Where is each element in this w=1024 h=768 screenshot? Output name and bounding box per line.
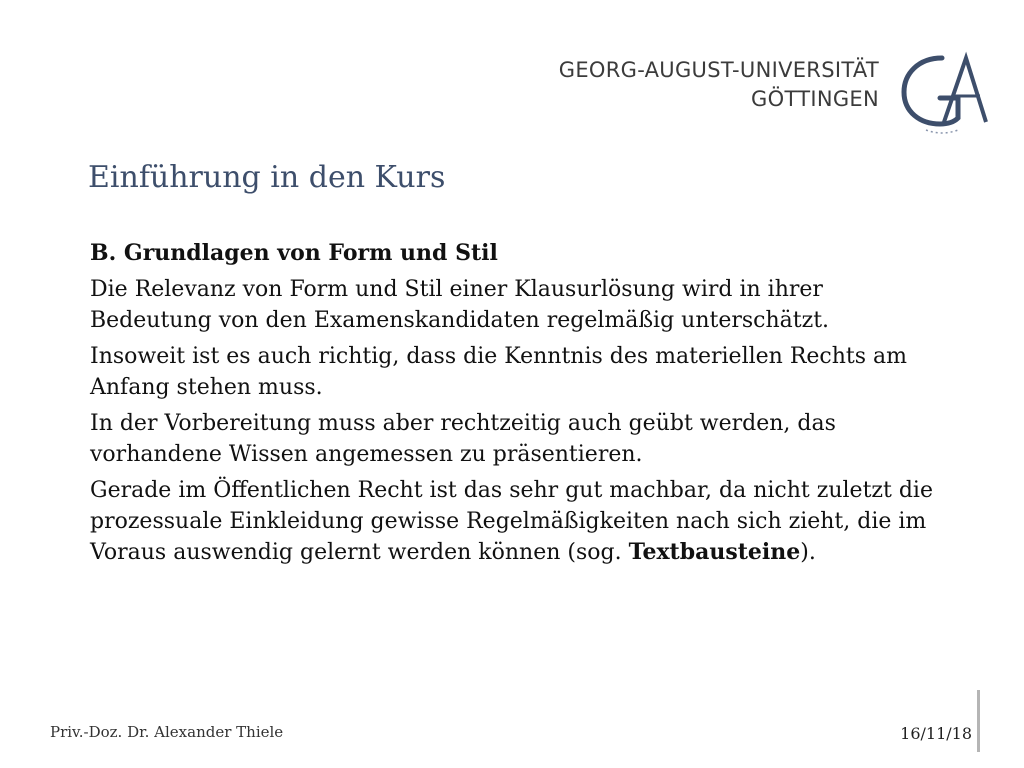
section-heading: B. Grundlagen von Form und Stil [90, 240, 498, 266]
university-seal-icon [896, 50, 988, 136]
paragraph-1: Die Relevanz von Form und Stil einer Klausurlösung wird in ihrer Bedeutung von den Examenskandidaten regelmäßig unterschätzt. [90, 277, 830, 333]
paragraph-4-end: ). [800, 540, 816, 565]
paragraph-3: In der Vorbereitung muss aber rechtzeitig auch geübt werden, das vorhandene Wissen angemessen zu präsentieren. [90, 411, 836, 467]
footer-divider [977, 690, 980, 752]
textbausteine-term: Textbausteine [628, 539, 801, 565]
paragraph-2: Insoweit ist es auch richtig, dass die Kenntnis des materiellen Rechts am Anfang stehen muss. [90, 344, 907, 400]
university-name-line1: GEORG-AUGUST-UNIVERSITÄT [558, 58, 879, 82]
footer-author: Priv.-Doz. Dr. Alexander Thiele [50, 723, 284, 741]
slide-title: Einführung in den Kurs [88, 160, 446, 195]
slide-content [90, 238, 950, 573]
paragraph-4 [90, 475, 950, 568]
footer-date: 16/11/18 [900, 724, 972, 743]
university-name [559, 56, 879, 114]
paragraph-4-text: Gerade im Öffentlichen Recht ist das sehr gut machbar, da nicht zuletzt die prozessuale Einkleidung gewisse Regelmäßigkeiten nach sich zieht, die im Voraus auswendig gelernt werden können (sog. [90, 478, 933, 565]
university-name-line2: GÖTTINGEN [751, 87, 879, 111]
